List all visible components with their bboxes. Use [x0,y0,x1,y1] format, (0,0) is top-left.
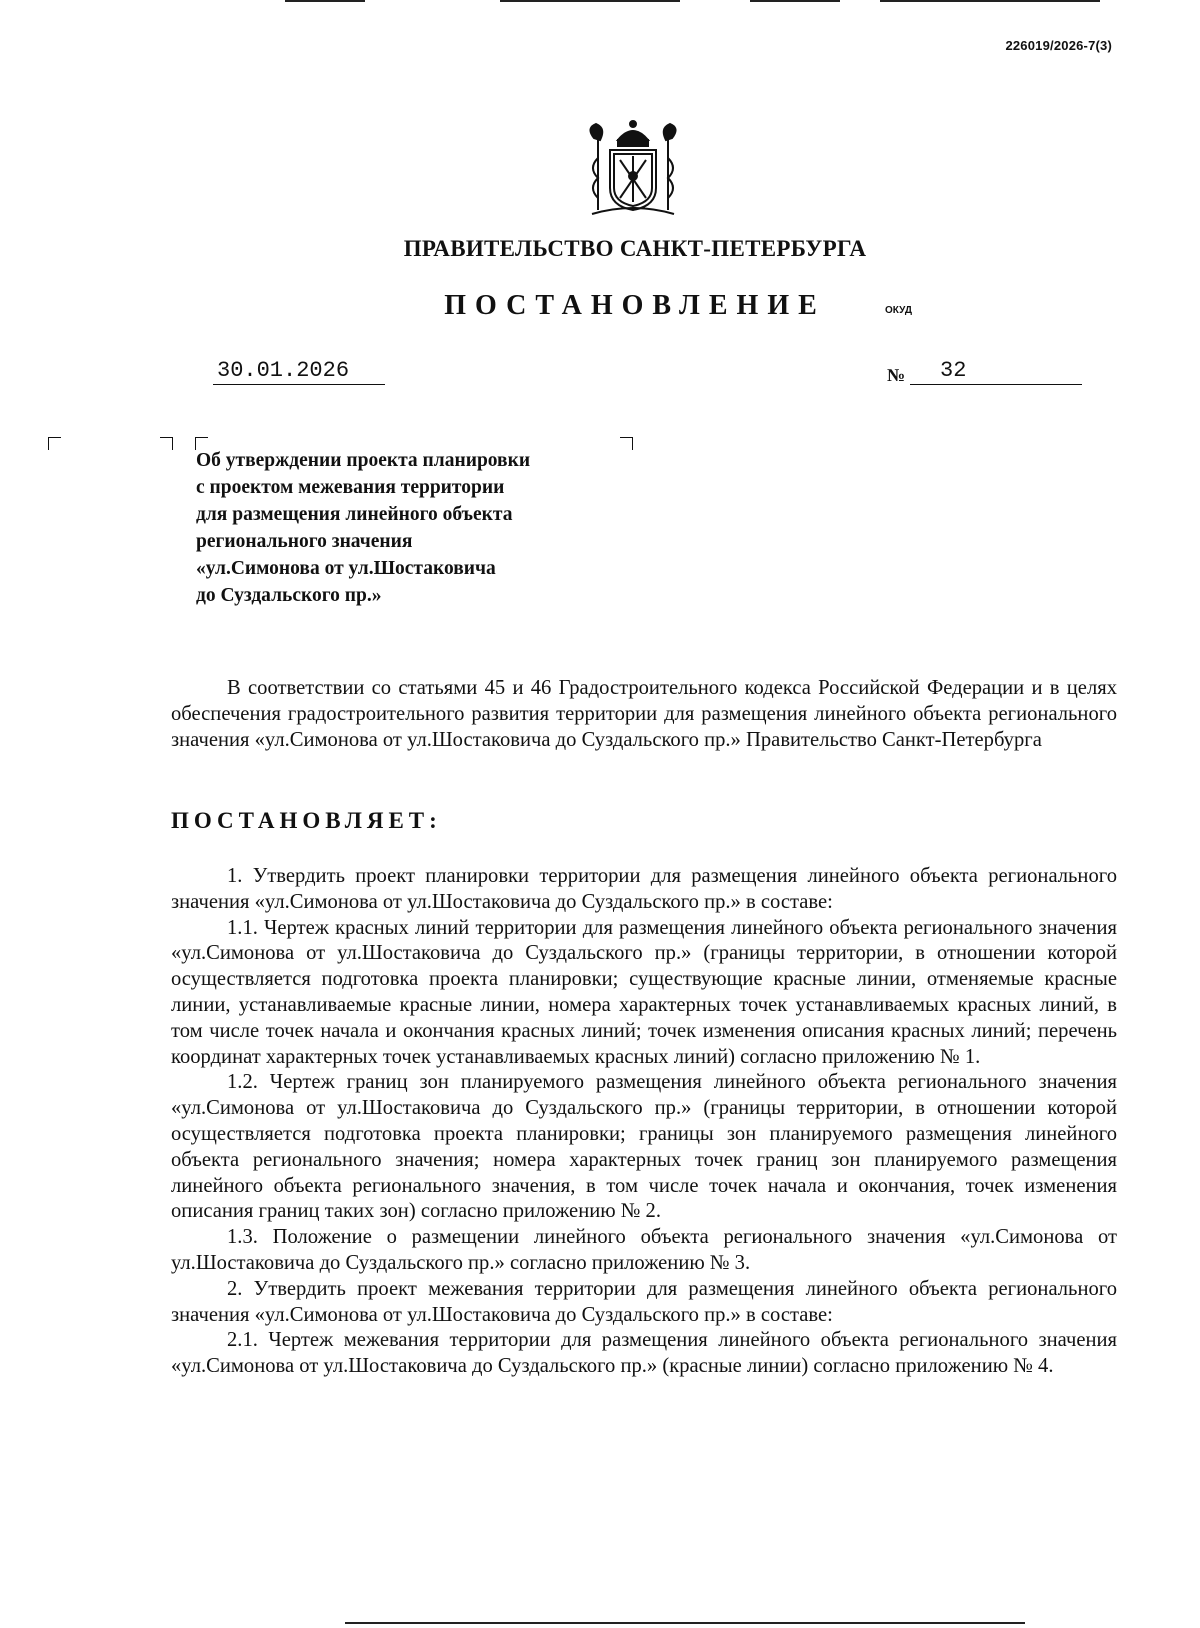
subject-line: Об утверждении проекта планировки [196,450,531,471]
coat-of-arms-icon [580,118,686,218]
corner-mark [48,437,61,450]
decree-subject [196,447,636,609]
preamble [171,676,1117,753]
decree-item: 2.1. Чертеж межевания территории для размещения линейного объекта регионального значения «ул.Симонова от ул.Шостаковича до Суздальского пр.» (красные линии) согласно приложению № 4. [171,1329,1117,1378]
decree-number: 32 [910,358,1082,385]
scan-artifact [285,0,365,2]
corner-mark [160,437,173,450]
subject-line: «ул.Симонова от ул.Шостаковича [196,558,496,579]
decree-item: 1.2. Чертеж границ зон планируемого размещения линейного объекта регионального значения «ул.Симонова от ул.Шостаковича до Суздальского пр.» (границы территории, в отношении которой осуществляется подготовка проекта планировки; границы зон планируемого размещения линейного объекта регионального значения; номера характерных точек границ зон планируемого размещения линейного объекта регионального значения, в том числе точек начала и окончания, точек изменения описания границ таких зон) согласно приложению № 2. [171,1071,1117,1223]
decree-item: 1. Утвердить проект планировки территории для размещения линейного объекта регионального значения «ул.Симонова от ул.Шостаковича до Суздальского пр.» в составе: [171,865,1117,913]
scan-artifact [880,0,1100,2]
decree-item: 1.3. Положение о размещении линейного объекта регионального значения «ул.Симонова от ул.Шостаковича до Суздальского пр.» согласно приложению № 3. [171,1226,1117,1274]
subject-line: до Суздальского пр.» [196,585,382,606]
scan-artifact [750,0,840,2]
decree-item: 2. Утвердить проект межевания территории для размещения линейного объекта регионального значения «ул.Симонова от ул.Шостаковича до Суздальского пр.» в составе: [171,1277,1117,1326]
subject-line: для размещения линейного объекта [196,504,513,525]
document-registration-number: 226019/2026-7(3) [1005,38,1112,53]
scan-artifact [345,1622,1025,1624]
scan-artifact [500,0,680,2]
resolve-heading: ПОСТАНОВЛЯЕТ: [171,808,442,833]
government-name: ПРАВИТЕЛЬСТВО САНКТ-ПЕТЕРБУРГА [403,236,867,261]
number-label: № [887,365,906,385]
decree-items [171,864,1117,1380]
decree-title: ПОСТАНОВЛЕНИЕ [444,290,826,321]
subject-line: с проектом межевания территории [196,477,505,498]
decree-date: 30.01.2026 [213,358,385,385]
preamble-paragraph: В соответствии со статьями 45 и 46 Градостроительного кодекса Российской Федерации и в целях обеспечения градостроительного развития территории для размещения линейного объекта регионального значения «ул.Симонова от ул.Шостаковича до Суздальского пр.» Правительство Санкт-Петербурга [171,677,1117,751]
subject-line: регионального значения [196,531,413,552]
okud-label: ОКУД [885,305,912,316]
decree-item: 1.1. Чертеж красных линий территории для размещения линейного объекта регионального значения «ул.Симонова от ул.Шостаковича до Суздальского пр.» (границы территории, в отношении которой осуществляется подготовка проекта планировки; существующие красные линии, отменяемые красные линии, устанавливаемые красные линии, номера характерных точек устанавливаемых красных линий, в том числе точек начала и окончания красных линий; точек изменения описания красных линий; перечень координат характерных точек устанавливаемых красных линий) согласно приложению № 1. [171,916,1117,1068]
